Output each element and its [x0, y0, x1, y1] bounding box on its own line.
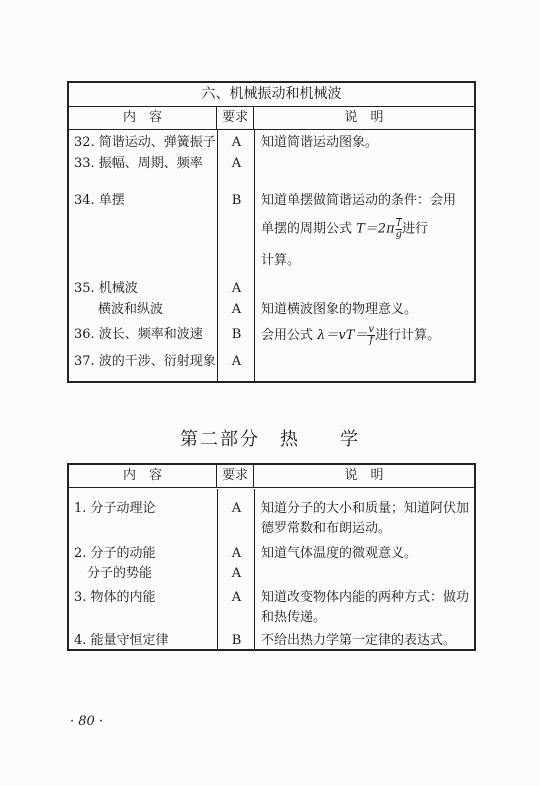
row-requirement: B [231, 327, 242, 342]
row-content: 2. 分子的动能 [74, 546, 156, 561]
row-requirement: A [231, 501, 242, 516]
row-content: 4. 能量守恒定律 [74, 633, 169, 648]
header-content: 内 容 [69, 107, 217, 129]
row-requirement: A [231, 590, 242, 605]
row-explanation: 知道改变物体内能的两种方式：做功和热传递。 [261, 590, 470, 625]
page-number: · 80 · [70, 714, 104, 729]
row-explanation: 知道横波图象的物理意义。 [261, 302, 418, 317]
row-explanation: 知道分子的大小和质量；知道阿伏加德罗常数和布朗运动。 [261, 501, 470, 536]
header-requirement: 要求 [217, 107, 254, 129]
table-header [69, 107, 474, 130]
row-explanation-line3: 计算。 [261, 253, 301, 268]
row-requirement: A [231, 546, 242, 561]
row-explanation-line2: 单摆的周期公式 T＝2π $\frac{l}{g}$ 进行 [261, 218, 429, 240]
row-content: 32. 简谐运动、弹簧振子 [74, 135, 216, 150]
row-content: 横波和纵波 [98, 302, 164, 317]
row-requirement: A [231, 566, 242, 581]
header-requirement: 要求 [217, 465, 254, 487]
row-content: 37. 波的干涉、衍射现象 [74, 354, 216, 369]
mechanical-wave-table [67, 81, 476, 383]
row-requirement: A [231, 354, 242, 369]
header-explanation: 说 明 [344, 110, 384, 125]
row-explanation: 知道气体温度的微观意义。 [261, 546, 418, 561]
row-requirement: A [231, 302, 242, 317]
period-formula: T＝2π [356, 221, 395, 237]
row-content: 35. 机械波 [74, 281, 138, 296]
row-content: 36. 波长、频率和波速 [74, 327, 203, 342]
row-requirement: A [231, 281, 242, 296]
row-requirement: B [231, 193, 242, 208]
header-content: 内 容 [69, 465, 217, 487]
row-explanation: 知道简谐运动图象。 [261, 135, 379, 150]
part-title: 第二部分 热 学 [180, 429, 360, 450]
row-requirement: B [231, 633, 242, 648]
table-caption: 六、机械振动和机械波 [69, 83, 474, 107]
table-body [69, 130, 474, 381]
row-explanation: 会用公式 λ＝vT＝ $\frac{v}{f}$ 进行计算。 [261, 324, 441, 346]
row-content: 1. 分子动理论 [74, 501, 156, 516]
table-header [69, 465, 474, 488]
row-explanation: 不给出热力学第一定律的表达式。 [261, 633, 457, 648]
row-content: 33. 振幅、周期、频率 [74, 156, 203, 171]
header-explanation: 说 明 [344, 468, 384, 483]
row-explanation-line1: 知道单摆做简谐运动的条件：会用 [261, 193, 457, 208]
row-requirement: A [231, 135, 242, 150]
thermodynamics-table [67, 463, 476, 651]
wave-formula: λ＝vT＝ [317, 328, 368, 343]
row-content: 3. 物体的内能 [74, 590, 156, 605]
table-body [69, 489, 474, 649]
row-content: 分子的势能 [87, 566, 153, 581]
row-requirement: A [231, 156, 242, 171]
row-content: 34. 单摆 [74, 193, 125, 208]
